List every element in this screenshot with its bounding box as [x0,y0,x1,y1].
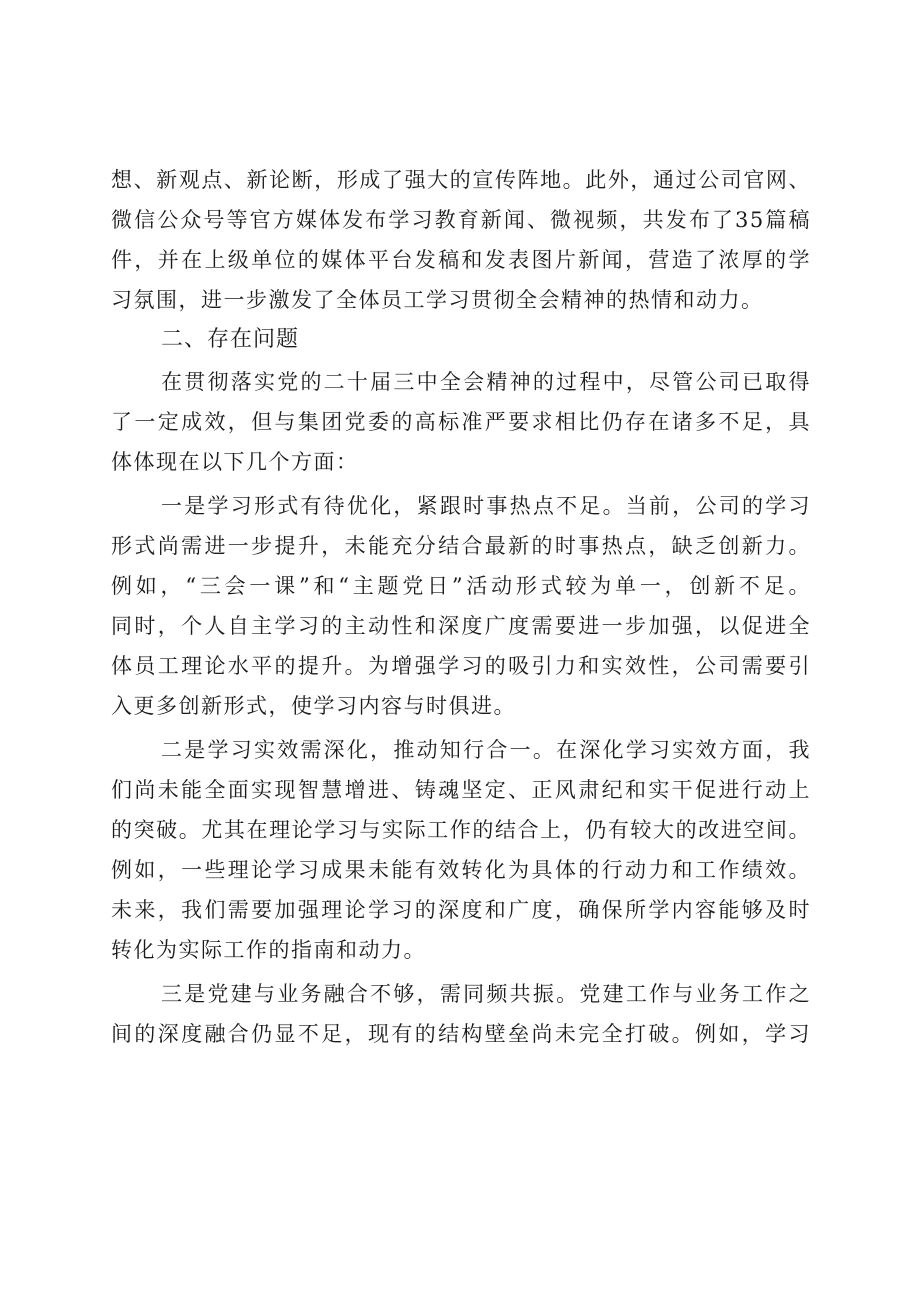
section-heading: 二、存在问题 [161,327,300,352]
text-line: 的突破。尤其在理论学习与实际工作的结合上，仍有较大的改进空间。 [111,818,811,842]
text-line: 二是学习实效需深化，推动知行合一。在深化学习实效方面，我 [161,738,811,762]
intro-paragraph [111,160,811,320]
text-line: 同时，个人自主学习的主动性和深度广度需要进一步加强，以促进全 [111,614,811,638]
text-line: 形式尚需进一步提升，未能充分结合最新的时事热点，缺乏创新力。 [111,534,811,558]
text-line: 想、新观点、新论断，形成了强大的宣传阵地。此外，通过公司官网、 [111,168,811,192]
text-line: 习氛围，进一步激发了全体员工学习贯彻全会精神的热情和动力。 [111,288,764,312]
text-line: 了一定成效，但与集团党委的高标准严要求相比仍存在诸多不足，具 [111,410,811,434]
text-line: 入更多创新形式，使学习内容与时俱进。 [111,694,516,718]
text-line: 间的深度融合仍显不足，现有的结构壁垒尚未完全打破。例如，学习 [111,1022,811,1046]
paragraph [111,974,811,1054]
paragraph [111,362,811,482]
text-line: 在贯彻落实党的二十届三中全会精神的过程中，尽管公司已取得 [161,370,811,394]
text-line: 体体现在以下几个方面： [111,450,359,474]
text-line: 们尚未能全面实现智慧增进、铸魂坚定、正风肃纪和实干促进行动上 [111,778,811,802]
document-body [111,160,811,1054]
paragraph [111,730,811,970]
text-line: 例如，一些理论学习成果未能有效转化为具体的行动力和工作绩效。 [111,858,811,882]
text-line: 件，并在上级单位的媒体平台发稿和发表图片新闻，营造了浓厚的学 [111,248,811,272]
text-line: 未来，我们需要加强理论学习的深度和广度，确保所学内容能够及时 [111,898,811,922]
text-line: 三是党建与业务融合不够，需同频共振。党建工作与业务工作之 [161,982,811,1006]
text-line: 微信公众号等官方媒体发布学习教育新闻、微视频，共发布了35篇稿 [111,208,811,232]
text-line: 转化为实际工作的指南和动力。 [111,938,426,962]
text-line: 一是学习形式有待优化，紧跟时事热点不足。当前，公司的学习 [161,494,811,518]
text-line: 体员工理论水平的提升。为增强学习的吸引力和实效性，公司需要引 [111,654,811,678]
paragraph [111,486,811,726]
text-line: 例如，“三会一课”和“主题党日”活动形式较为单一，创新不足。 [111,574,811,598]
